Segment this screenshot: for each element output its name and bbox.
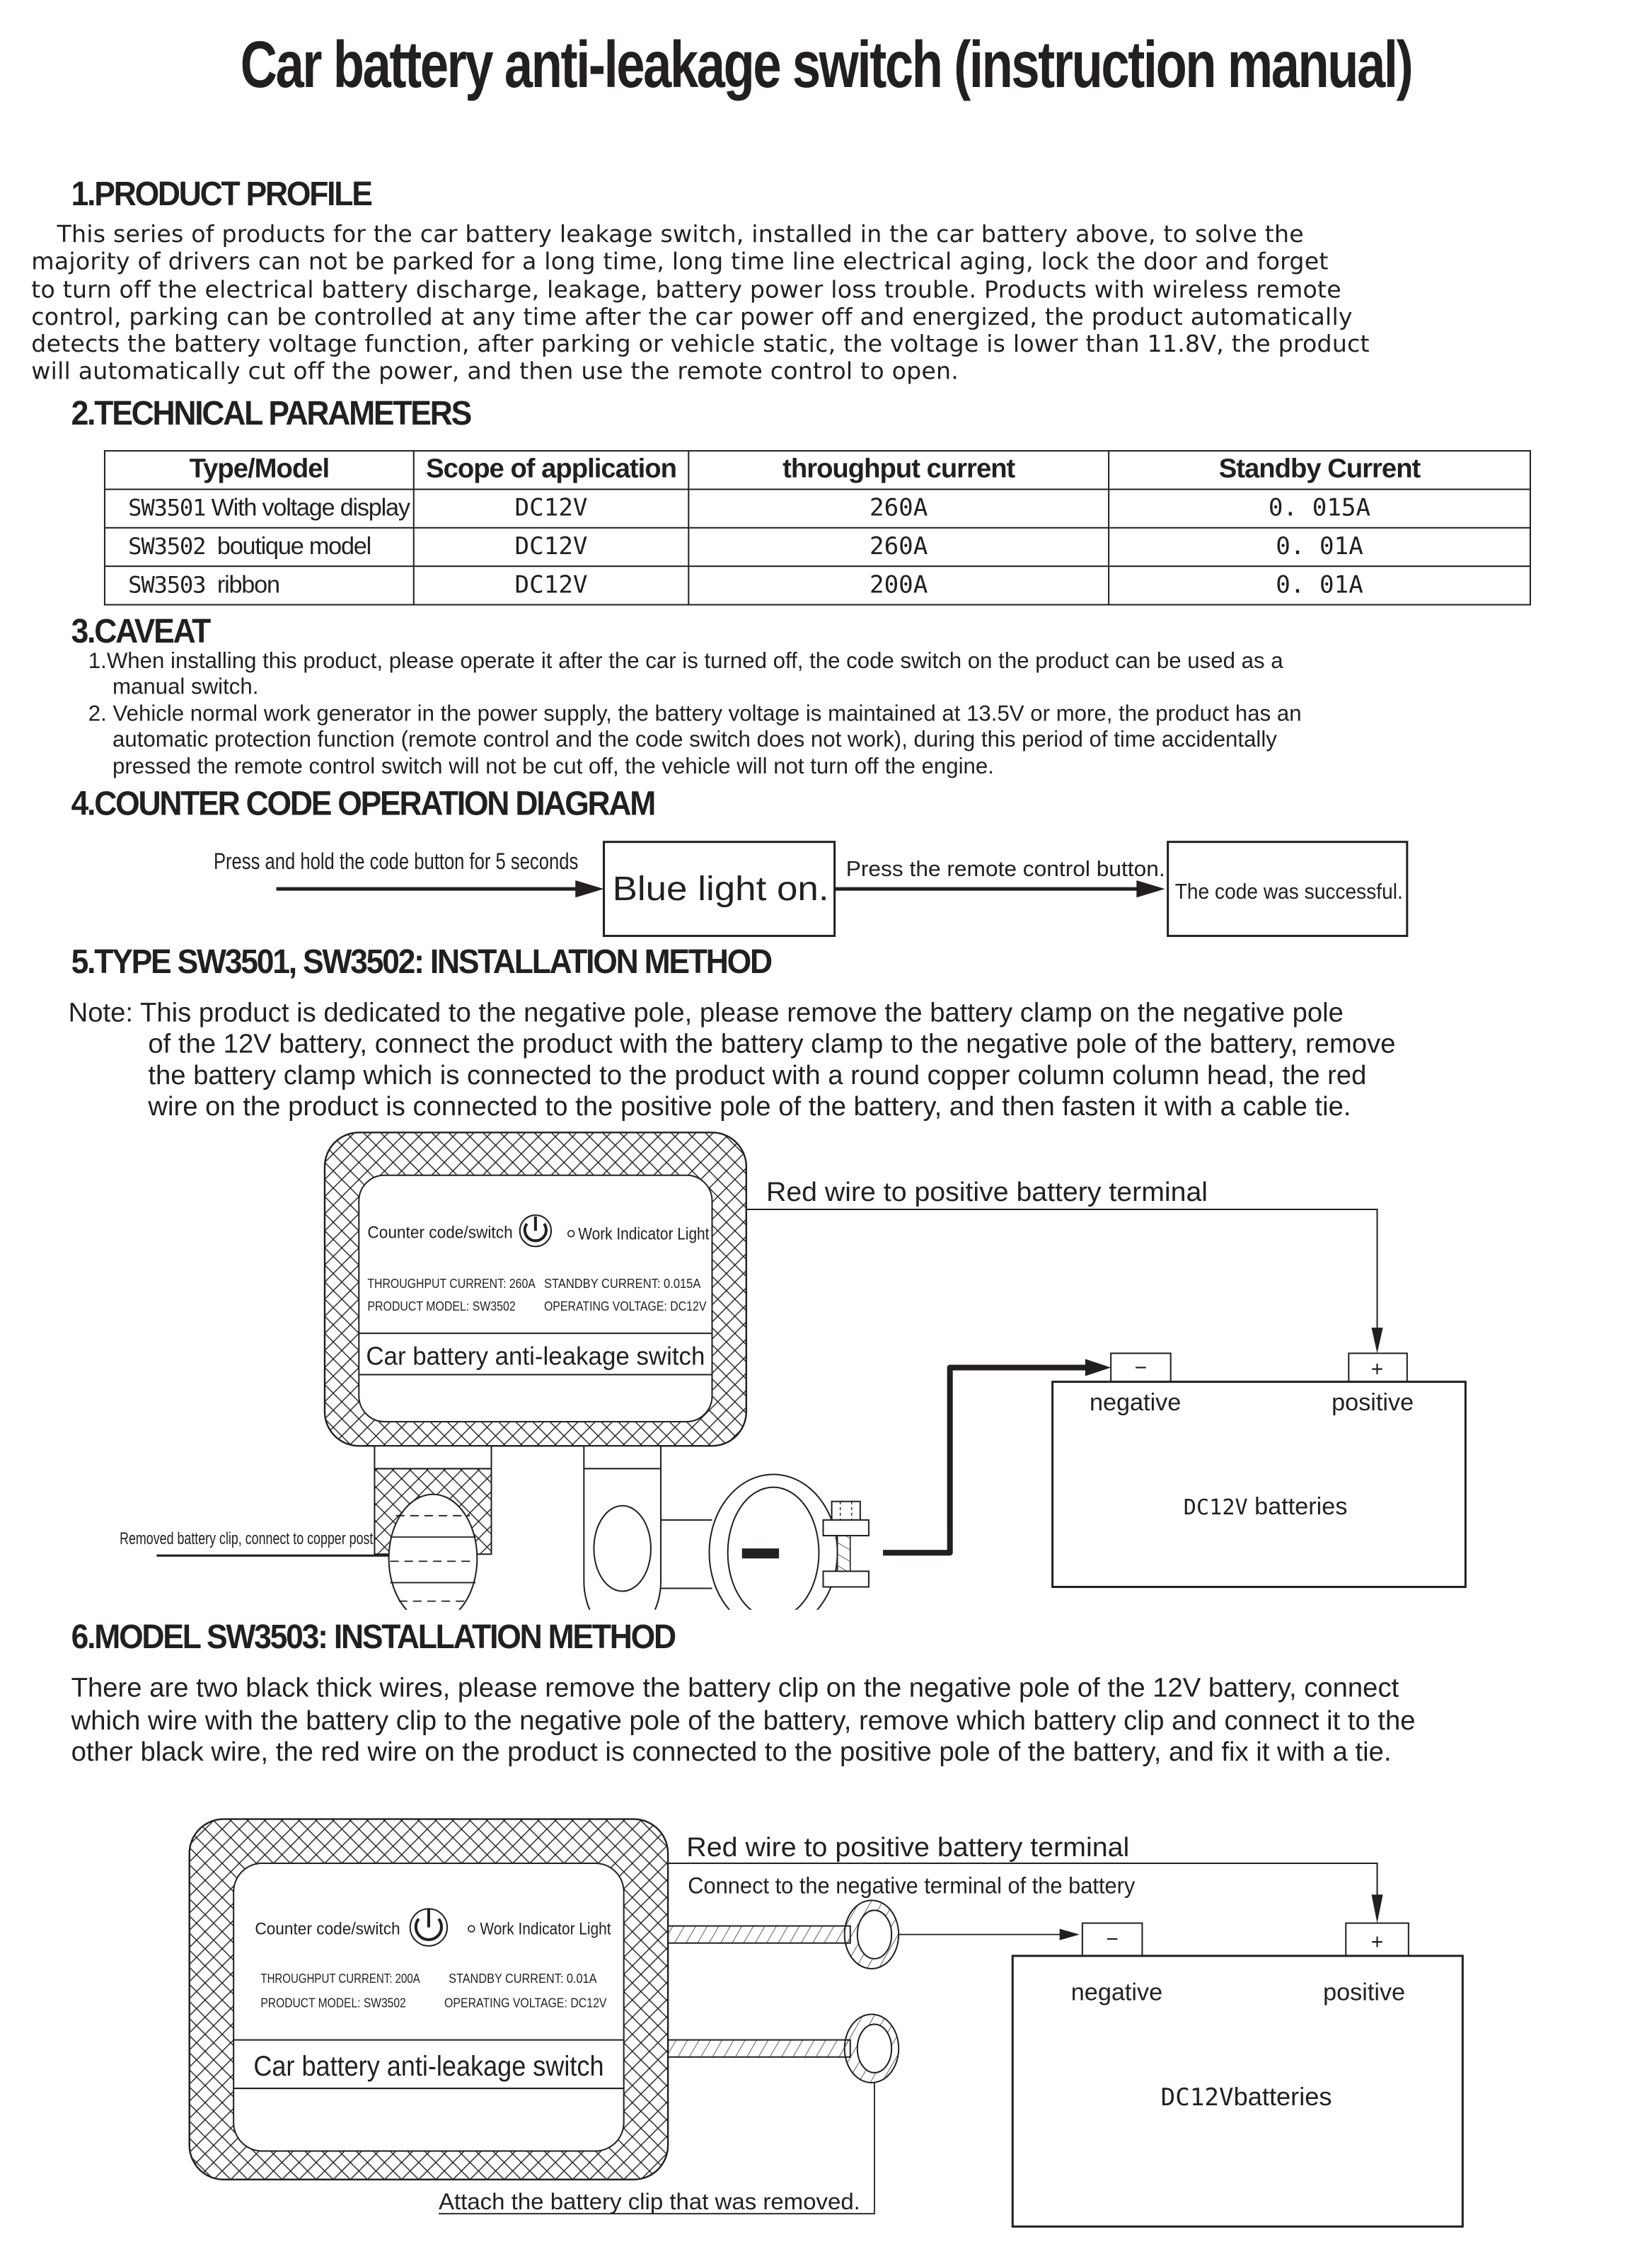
table-row	[105, 528, 1530, 566]
section-heading-install-sw3503: 6.MODEL SW3503: INSTALLATION METHOD	[71, 1618, 675, 1657]
paragraph-line: This series of products for the car battery leakage switch, installed in the car battery above, to solve the	[57, 221, 1304, 248]
column-header-standby: Standby Current	[1109, 451, 1530, 489]
section-heading-install-sw3501-sw3502: 5.TYPE SW3501, SW3502: INSTALLATION METHOD	[71, 943, 771, 982]
install-diagram-sw3501-sw3502	[0, 1125, 1652, 1609]
caveat-list	[88, 650, 1641, 781]
spec-voltage: OPERATING VOLTAGE: DC12V	[444, 1996, 607, 2010]
section-heading-caveat: 3.CAVEAT	[71, 612, 210, 651]
counter-code-label: Counter code/switch	[367, 1223, 513, 1243]
indicator-label: Work Indicator Light	[480, 1919, 611, 1939]
note-line: wire on the product is connected to the positive pole of the battery, and then fasten it with a cable tie.	[148, 1092, 1351, 1123]
section-heading-code-diagram: 4.COUNTER CODE OPERATION DIAGRAM	[71, 785, 655, 824]
arrowhead-icon	[1372, 1328, 1383, 1353]
black-wire-1	[668, 1926, 850, 1943]
arrowhead-icon	[1136, 880, 1165, 897]
removed-clip-label: Removed battery clip, connect to copper post	[120, 1529, 374, 1549]
cell-model: SW3503 ribbon	[105, 566, 414, 604]
column-header-scope: Scope of application	[414, 451, 689, 489]
note-line: the battery clamp which is connected to the product with a round copper column column head, the red	[148, 1061, 1367, 1091]
note-line: of the 12V battery, connect the product with the battery clamp to the negative pole of the battery, remove	[148, 1030, 1396, 1060]
step1-label: Press and hold the code button for 5 seconds	[213, 848, 579, 874]
positive-symbol: +	[1370, 1930, 1384, 1954]
positive-symbol: +	[1370, 1357, 1384, 1381]
document-title: Car battery anti-leakage switch (instruction manual)	[240, 27, 1412, 101]
red-wire	[746, 1209, 1377, 1339]
negative-symbol: −	[1106, 1927, 1119, 1951]
cell-throughput: 200A	[688, 566, 1109, 604]
paragraph-line: There are two black thick wires, please remove the battery clip on the negative pole of the 12V battery, connect	[71, 1674, 1399, 1704]
battery-label: DC12V batteries	[1183, 1492, 1348, 1520]
arrowhead-icon	[1060, 1929, 1080, 1940]
arrowhead-icon	[575, 880, 603, 897]
battery-label: DC12Vbatteries	[1160, 2082, 1332, 2112]
note-line: Note: This product is dedicated to the negative pole, please remove the battery clamp on the negative pole	[68, 999, 1344, 1029]
indicator-label: Work Indicator Light	[578, 1224, 710, 1244]
paragraph-line: will automatically cut off the power, and then use the remote control to open.	[31, 358, 959, 386]
negative-label: negative	[1089, 1388, 1182, 1416]
minus-icon	[742, 1548, 779, 1558]
paragraph-line: to turn off the electrical battery discharge, leakage, battery power loss trouble. Products with wireless remote	[31, 275, 1341, 303]
paragraph-line: control, parking can be controlled at any time after the car power off and energized, the product automatically	[31, 303, 1353, 330]
cell-scope: DC12V	[414, 528, 689, 566]
spec-model: PRODUCT MODEL: SW3502	[260, 1996, 406, 2010]
table-row	[105, 489, 1530, 527]
spec-throughput: THROUGHPUT CURRENT: 260A	[367, 1276, 536, 1291]
negative-symbol: −	[1134, 1356, 1148, 1380]
parameters-table	[104, 450, 1531, 605]
device-name: Car battery anti-leakage switch	[366, 1341, 705, 1371]
paragraph-line: other black wire, the red wire on the product is connected to the positive pole of the battery, and fix it with a tie.	[71, 1737, 1392, 1768]
arrowhead-icon	[1372, 1894, 1383, 1923]
box2-text: The code was successful.	[1174, 880, 1403, 904]
device-name: Car battery anti-leakage switch	[253, 2049, 604, 2082]
power-button-icon	[410, 1909, 447, 1945]
spec-standby: STANDBY CURRENT: 0.015A	[543, 1276, 702, 1291]
negative-label: negative	[1070, 1979, 1163, 2006]
counter-code-label: Counter code/switch	[255, 1919, 400, 1939]
table-header-row	[105, 451, 1530, 489]
arrowhead-icon	[1085, 1359, 1111, 1376]
spec-model: PRODUCT MODEL: SW3502	[367, 1299, 516, 1313]
caveat-item: 1.When installing this product, please operate it after the car is turned off, the code switch on the product can be used as a	[88, 649, 1283, 674]
caveat-item: 2. Vehicle normal work generator in the power supply, the battery voltage is maintained at 13.5V or more, the product has an	[88, 702, 1302, 727]
spec-throughput: THROUGHPUT CURRENT: 200A	[260, 1972, 421, 1986]
cell-scope: DC12V	[414, 489, 689, 527]
red-wire-label: Red wire to positive battery terminal	[766, 1176, 1208, 1207]
cell-standby: 0. 01A	[1109, 528, 1530, 566]
negative-wire-label: Connect to the negative terminal of the battery	[688, 1872, 1136, 1899]
cell-throughput: 260A	[688, 528, 1109, 566]
caveat-item-continuation: manual switch.	[112, 675, 259, 701]
section-heading-product-profile: 1.PRODUCT PROFILE	[71, 175, 371, 214]
table-row	[105, 566, 1530, 604]
red-wire-label: Red wire to positive battery terminal	[686, 1831, 1130, 1863]
cell-standby: 0. 015A	[1109, 489, 1530, 527]
paragraph-line: which wire with the battery clip to the negative pole of the battery, remove which battery clip and connect it to the	[71, 1705, 1416, 1736]
box1-text: Blue light on.	[612, 870, 829, 909]
caveat-item-continuation: pressed the remote control switch will not be cut off, the vehicle will not turn off the engine.	[112, 754, 994, 779]
copper-post-icon	[389, 1495, 478, 1610]
step2-label: Press the remote control button.	[845, 857, 1165, 881]
install-sw3503-text	[71, 1674, 1638, 1770]
spec-standby: STANDBY CURRENT: 0.01A	[449, 1972, 598, 1986]
product-profile-text	[31, 221, 1641, 386]
device-label-panel	[359, 1175, 712, 1422]
cell-scope: DC12V	[414, 566, 689, 604]
section-heading-technical-parameters: 2.TECHNICAL PARAMETERS	[71, 394, 471, 433]
paragraph-line: detects the battery voltage function, after parking or vehicle static, the voltage is lower than 11.8V, the product	[31, 330, 1370, 358]
column-header-type-model: Type/Model	[105, 451, 414, 489]
spec-voltage: OPERATING VOLTAGE: DC12V	[543, 1299, 707, 1313]
paragraph-line: majority of drivers can not be parked for a long time, long time line electrical aging, lock the door and forget	[31, 248, 1329, 276]
power-button-icon	[520, 1215, 551, 1246]
install-diagram-sw3503	[0, 1802, 1652, 2243]
column-header-throughput: throughput current	[688, 451, 1109, 489]
cell-model: SW3502 boutique model	[105, 528, 414, 566]
caveat-item-continuation: automatic protection function (remote control and the code switch does not work), during this period of time accidentally	[112, 728, 1277, 753]
attach-clip-label: Attach the battery clip that was removed.	[439, 2189, 860, 2215]
install-note	[69, 999, 1635, 1124]
cell-throughput: 260A	[688, 489, 1109, 527]
positive-label: positive	[1332, 1388, 1414, 1416]
code-operation-flow	[0, 827, 1652, 948]
black-wire-2	[668, 2040, 850, 2057]
cell-standby: 0. 01A	[1109, 566, 1530, 604]
cell-model: SW3501 With voltage display	[105, 489, 414, 527]
positive-label: positive	[1323, 1979, 1406, 2006]
